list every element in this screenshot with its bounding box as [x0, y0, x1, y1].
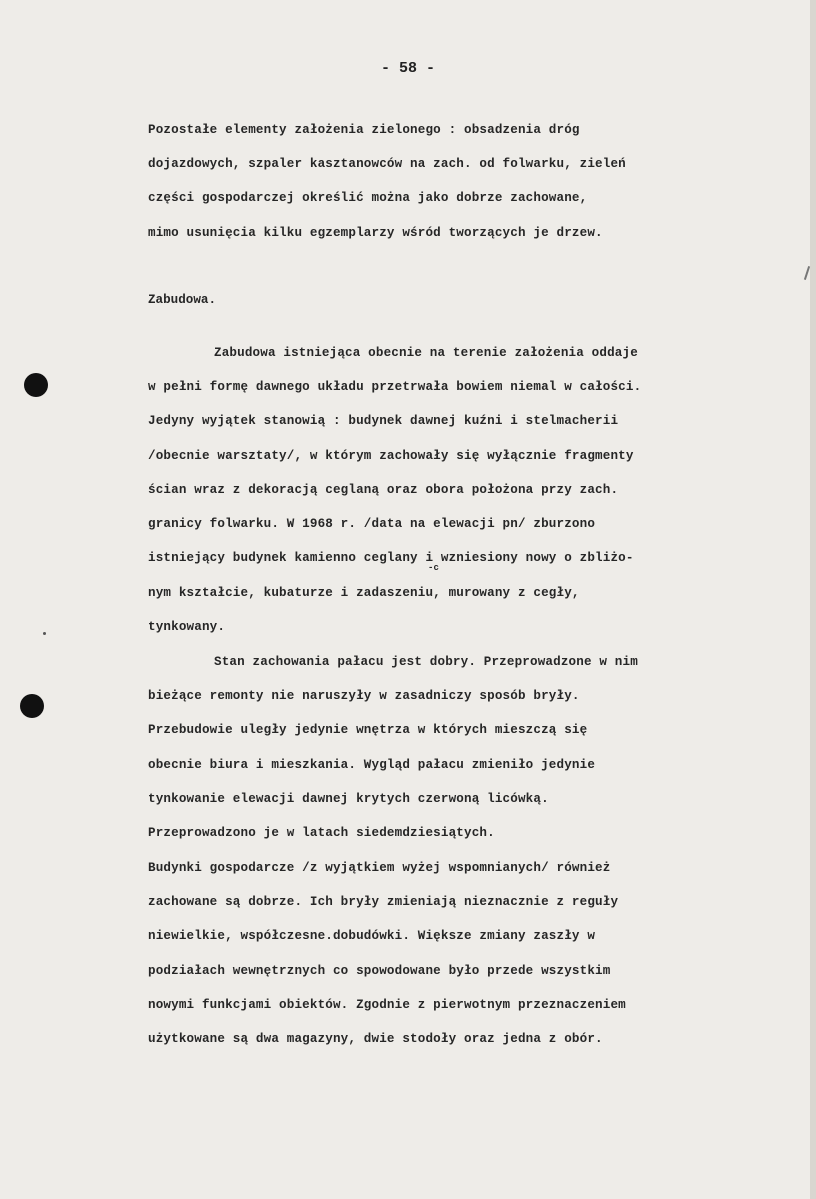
paragraph-2-line: istniejący budynek kamienno ceglany i wzniesiony nowy o zbliżo-: [148, 551, 634, 565]
paragraph-3-line: Przebudowie uległy jedynie wnętrza w których mieszczą się: [148, 723, 588, 737]
speck: [43, 632, 46, 635]
section-title: Zabudowa.: [148, 293, 217, 307]
paragraph-2-line: w pełni formę dawnego układu przetrwała bowiem niemal w całości.: [148, 380, 642, 394]
paragraph-4-line: niewielkie, współczesne.dobudówki. Większe zmiany zaszły w: [148, 929, 596, 943]
paragraph-4-line: zachowane są dobrze. Ich bryły zmieniają nieznacznie z reguły: [148, 895, 619, 909]
paragraph-2-line: tynkowany.: [148, 620, 226, 634]
page-edge: [810, 0, 816, 1199]
paragraph-1-line: Pozostałe elementy założenia zielonego : obsadzenia dróg: [148, 123, 580, 137]
paragraph-2-line: nym kształcie, kubaturze i zadaszeniu, murowany z cegły,: [148, 586, 580, 600]
paragraph-3-line: tynkowanie elewacji dawnej krytych czerwoną licówką.: [148, 792, 549, 806]
paragraph-3-line: obecnie biura i mieszkania. Wygląd pałacu zmieniło jedynie: [148, 758, 596, 772]
paragraph-3-line: Przeprowadzono je w latach siedemdziesiątych.: [148, 826, 495, 840]
paragraph-1-line: części gospodarczej określić można jako dobrze zachowane,: [148, 191, 588, 205]
inline-correction-mark: -c: [428, 563, 440, 573]
paragraph-4-line: Budynki gospodarcze /z wyjątkiem wyżej wspomnianych/ również: [148, 861, 611, 875]
paragraph-1-line: dojazdowych, szpaler kasztanowców na zach. od folwarku, zieleń: [148, 157, 626, 171]
paragraph-4-line: użytkowane są dwa magazyny, dwie stodoły oraz jedna z obór.: [148, 1032, 603, 1046]
paragraph-1-line: mimo usunięcia kilku egzemplarzy wśród tworzących je drzew.: [148, 226, 603, 240]
page-number: - 58 -: [380, 60, 435, 77]
paragraph-2-line: Zabudowa istniejąca obecnie na terenie założenia oddaje: [214, 346, 638, 360]
punch-hole-icon: [20, 694, 44, 718]
paragraph-4-line: podziałach wewnętrznych co spowodowane było przede wszystkim: [148, 964, 611, 978]
paragraph-2-line: granicy folwarku. W 1968 r. /data na elewacji pn/ zburzono: [148, 517, 596, 531]
punch-hole-icon: [24, 373, 48, 397]
paragraph-2-line: Jedyny wyjątek stanowią : budynek dawnej kuźni i stelmacherii: [148, 414, 619, 428]
paragraph-4-line: nowymi funkcjami obiektów. Zgodnie z pierwotnym przeznaczeniem: [148, 998, 626, 1012]
paragraph-2-line: ścian wraz z dekoracją ceglaną oraz obora położona przy zach.: [148, 483, 619, 497]
paragraph-2-line: /obecnie warsztaty/, w którym zachowały się wyłącznie fragmenty: [148, 449, 634, 463]
paragraph-3-line: bieżące remonty nie naruszyły w zasadniczy sposób bryły.: [148, 689, 580, 703]
paragraph-3-line: Stan zachowania pałacu jest dobry. Przeprowadzone w nim: [214, 655, 638, 669]
